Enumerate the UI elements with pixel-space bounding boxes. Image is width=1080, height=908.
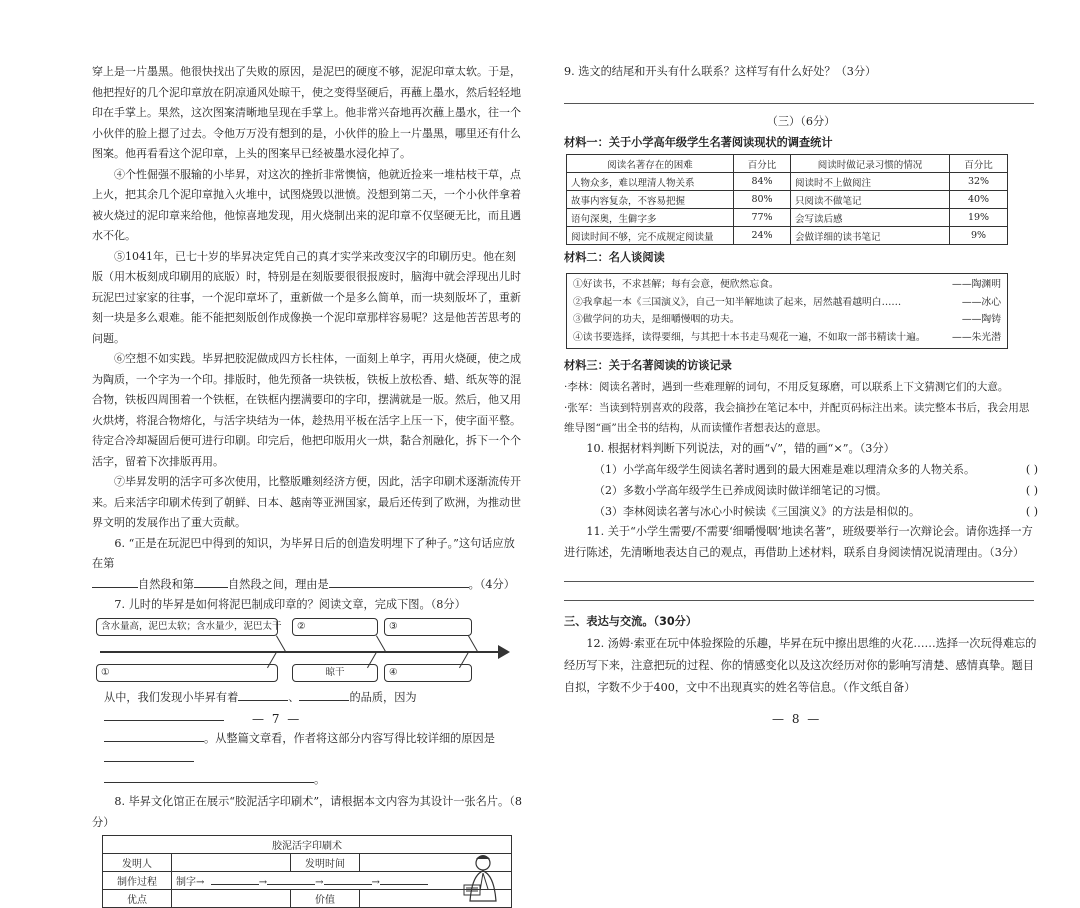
inventor-label: 发明人 bbox=[103, 854, 172, 872]
table-cell: 77% bbox=[734, 209, 791, 227]
paragraph-7: ⑦毕昇发明的活字可多次使用，比整版雕刻经济方便，因此，活字印刷术逐渐流传开来。后来活字印刷术传到了朝鲜、日本、越南等亚洲国家，最后还传到了欧洲，为推动世界文明的发展作出了重大贡献。 bbox=[92, 475, 521, 529]
paragraph-6: ⑥空想不如实践。毕昇把胶泥做成四方长柱体，一面刻上单字，再用火烧硬，使之成为陶质，一个字为一个印。排版时，他先预备一块铁板，铁板上放松香、蜡、纸灰等的混合物，铁板四周围着一个铁框，在铁框内摆满要印的字印，摆满就是一版。然后，他又用火烘烤，将混合物熔化，与活字块结为一体，趁热用平板在活字上压一下，使字面平整。待定合冷却凝固后便可进行印刷。印完后，他把印版用火一烘，黏合剂融化，拆下一个个活字，留着下次排版再用。 bbox=[92, 352, 521, 468]
section-expression-title: 三、表达与交流。（30分） bbox=[564, 615, 698, 628]
question-11: 11. 关于“小学生需要/不需要‘细嚼慢咽’地读名著”，班级要举行一次辩论会。请你选择一方进行陈述，先清晰地表达自己的观点，再借助上述材料，联系自身阅读情况说清理由。（3分） bbox=[564, 525, 1033, 559]
diagram-branch bbox=[468, 635, 478, 651]
quote-item: ②我拿起一本《三国演义》，自己一知半解地读了起来，居然越看越明白…… ——冰心 bbox=[573, 296, 1001, 308]
page-7 bbox=[0, 0, 540, 906]
value-label: 价值 bbox=[291, 890, 360, 908]
table-cell: 84% bbox=[734, 173, 791, 191]
question-7-followup: 从中，我们发现小毕昇有着 、 的品质，因为 。从整篇文章看，作者将这部分内容写得比较详细的原因是 。 bbox=[92, 688, 522, 791]
table-cell: 32% bbox=[950, 173, 1008, 191]
diagram-box-3[interactable]: ③ bbox=[384, 618, 472, 636]
answer-blank[interactable] bbox=[104, 770, 314, 783]
judge-item: （3）李林阅读名著与冰心小时候读《三国演义》的方法是相似的。 ( ) bbox=[564, 501, 1038, 522]
paragraph-4: ④个性倔强不服输的小毕昇，对这次的挫折非常懊恼，他就近捡来一堆枯枝干草，点上火，把其余几个泥印章抛入火堆中，试图烧毁以泄愤。没想到第二天，一个小伙伴拿着被火烧过的泥印章来给他，他惊喜地发现，用火烧制出来的泥印章不仅坚硬无比，而且遇水不化。 bbox=[92, 167, 521, 242]
card-table bbox=[102, 835, 512, 908]
table-cell: 9% bbox=[950, 227, 1008, 245]
question-9: 9. 选文的结尾和开头有什么联系？这样写有什么好处？（3分） bbox=[564, 65, 877, 78]
judge-paren[interactable]: ( ) bbox=[1025, 484, 1038, 497]
survey-table bbox=[566, 154, 1008, 245]
time-label: 发明时间 bbox=[291, 854, 360, 872]
table-header: 百分比 bbox=[734, 155, 791, 173]
judge-paren[interactable]: ( ) bbox=[1025, 505, 1038, 518]
card-title: 胶泥活字印刷术 bbox=[103, 836, 512, 854]
interview-li-lin: ·李林：阅读名著时，遇到一些难理解的词句，不用反复琢磨，可以联系上下文猜测它们的大意。 bbox=[564, 381, 1009, 393]
table-cell: 会做详细的读书笔记 bbox=[791, 227, 950, 245]
interview-zhang-jun: ·张军：当读到特别喜欢的段落，我会摘抄在笔记本中，并配页码标注出来。读完整本书后，我会用思维导图“画”出全书的结构，从而读懂作者想表达的意思。 bbox=[564, 401, 1030, 434]
paragraph-5: ⑤1041年，已七十岁的毕昇决定凭自己的真才实学来改变汉字的印刷历史。他在刻版（用木板刻成印刷用的底版）时，特别是在刻版要很很报废时，脑海中就会浮现出儿时玩泥巴过家家的往事，一个泥印章坏了，重新做一个是多么简单，而一块刻版坏了，重新刻一块是多么艰难。能不能把刻版创作成像换一个泥印章那样容易呢？这是他苦苦思考的问题。 bbox=[92, 249, 521, 345]
fishbone-diagram bbox=[96, 618, 522, 684]
answer-line[interactable] bbox=[564, 586, 1034, 601]
answer-blank[interactable] bbox=[194, 575, 228, 588]
merit-label: 优点 bbox=[103, 890, 172, 908]
answer-line[interactable] bbox=[564, 567, 1034, 582]
diagram-branch bbox=[276, 635, 286, 651]
section-3-title: （三）（6分） bbox=[766, 114, 836, 128]
page-8 bbox=[540, 0, 1080, 764]
diagram-spine bbox=[100, 651, 500, 653]
table-cell: 会写读后感 bbox=[791, 209, 950, 227]
table-cell: 80% bbox=[734, 191, 791, 209]
table-cell: 只阅读不做笔记 bbox=[791, 191, 950, 209]
answer-blank[interactable] bbox=[92, 575, 138, 588]
table-row bbox=[567, 227, 1008, 245]
table-cell: 语句深奥，生僻字多 bbox=[567, 209, 734, 227]
paragraph-3: 穿上是一片墨黑。他很快找出了失败的原因，是泥巴的硬度不够，泥泥印章太软。于是，他把捏好的几个泥印章放在阴凉通风处晾干，使之变得坚硬后，再蘸上墨水，然后轻轻地印在手掌上。果然，这次图案清晰地呈现在手掌上。他非常兴奋地再次蘸上墨水，往一个小伙伴的脸上摁了过去。令他万万没有想到的是，小伙伴的脸上一片墨黑，哪里还有什么图案。他再看看这个泥印章，上头的图案早已经被墨水浸化掉了。 bbox=[92, 65, 521, 160]
material-3-title: 材料三：关于名著阅读的访谈记录 bbox=[564, 359, 732, 372]
process-field[interactable]: 制字→ → → → bbox=[172, 872, 512, 890]
judge-item: （2）多数小学高年级学生已养成阅读时做详细笔记的习惯。 ( ) bbox=[564, 480, 1038, 501]
diagram-box-5: 晾干 bbox=[292, 664, 378, 682]
diagram-box-6[interactable]: ④ bbox=[384, 664, 472, 682]
table-cell: 19% bbox=[950, 209, 1008, 227]
arrow-head-icon bbox=[498, 645, 510, 659]
diagram-box-1: 含水量高，泥巴太软；含水量少，泥巴太干 bbox=[96, 618, 278, 636]
material-2-title: 材料二：名人谈阅读 bbox=[564, 251, 665, 264]
answer-blank[interactable] bbox=[104, 708, 224, 721]
answer-blank[interactable] bbox=[299, 688, 349, 701]
quote-item: ③做学问的功夫，是细嚼慢咽的功夫。 ——陶铸 bbox=[573, 314, 1001, 325]
question-7: 7. 儿时的毕昇是如何将泥巴制成印章的？阅读文章，完成下图。（8分） bbox=[114, 598, 466, 611]
answer-blank[interactable] bbox=[104, 729, 204, 742]
table-cell: 阅读时不上做阅注 bbox=[791, 173, 950, 191]
question-10: 10. 根据材料判断下列说法，对的画“√”，错的画“×”。（3分） bbox=[586, 441, 895, 455]
quote-item: ①好读书，不求甚解；每有会意，便欣然忘食。 ——陶渊明 bbox=[573, 279, 1001, 290]
judge-paren[interactable]: ( ) bbox=[1025, 463, 1038, 476]
page-number-8: — 8 — bbox=[772, 712, 822, 726]
diagram-box-2[interactable]: ② bbox=[292, 618, 378, 636]
question-8: 8. 毕昇文化馆正在展示“胶泥活字印刷术”，请根据本文内容为其设计一张名片。（8分） bbox=[92, 795, 522, 829]
table-header: 阅读时做记录习惯的情况 bbox=[791, 155, 950, 173]
answer-line[interactable] bbox=[564, 89, 1034, 104]
diagram-branch bbox=[376, 635, 386, 651]
process-label: 制作过程 bbox=[103, 872, 172, 890]
merit-field[interactable] bbox=[172, 890, 291, 908]
quote-item: ④读书要选择，读得要细，与其把十本书走马观花一遍，不如取一部书精读十遍。 ——朱光潜 bbox=[573, 331, 1001, 343]
table-row bbox=[567, 209, 1008, 227]
table-row bbox=[567, 173, 1008, 191]
question-12: 12. 汤姆·索亚在玩中体验探险的乐趣，毕昇在玩中擦出思维的火花……选择一次玩得难忘的经历写下来，注意把玩的过程、你的情感变化以及这次经历对你的影响写清楚、感情真挚。题目自拟，字数不少于400，文中不出现真实的姓名等信息。（作文纸自备） bbox=[564, 637, 1037, 694]
table-header: 阅读名著存在的困难 bbox=[567, 155, 734, 173]
page-number-7: — 7 — bbox=[252, 712, 302, 726]
table-cell: 人物众多，难以理清人物关系 bbox=[567, 173, 734, 191]
bi-sheng-portrait-icon bbox=[458, 851, 508, 905]
quotes-box bbox=[566, 273, 1008, 349]
judge-item: （1）小学高年级学生阅读名著时遇到的最大困难是难以理清众多的人物关系。 ( ) bbox=[564, 459, 1038, 480]
table-cell: 40% bbox=[950, 191, 1008, 209]
table-cell: 24% bbox=[734, 227, 791, 245]
table-cell: 阅读时间不够，完不成规定阅读量 bbox=[567, 227, 734, 245]
diagram-box-4[interactable]: ① bbox=[96, 664, 278, 682]
answer-blank[interactable] bbox=[329, 575, 469, 588]
table-header: 百分比 bbox=[950, 155, 1008, 173]
table-row bbox=[567, 191, 1008, 209]
answer-blank[interactable] bbox=[238, 688, 288, 701]
answer-blank[interactable] bbox=[104, 749, 194, 762]
table-cell: 故事内容复杂，不容易把握 bbox=[567, 191, 734, 209]
business-card bbox=[92, 835, 522, 908]
inventor-field[interactable] bbox=[172, 854, 291, 872]
question-6: 6. “正是在玩泥巴中得到的知识，为毕昇日后的创造发明埋下了种子。”这句话应放在第 自然段和第 自然段之间，理由是 。（4分） bbox=[92, 536, 515, 591]
material-1-title: 材料一：关于小学高年级学生名著阅读现状的调查统计 bbox=[564, 136, 833, 149]
